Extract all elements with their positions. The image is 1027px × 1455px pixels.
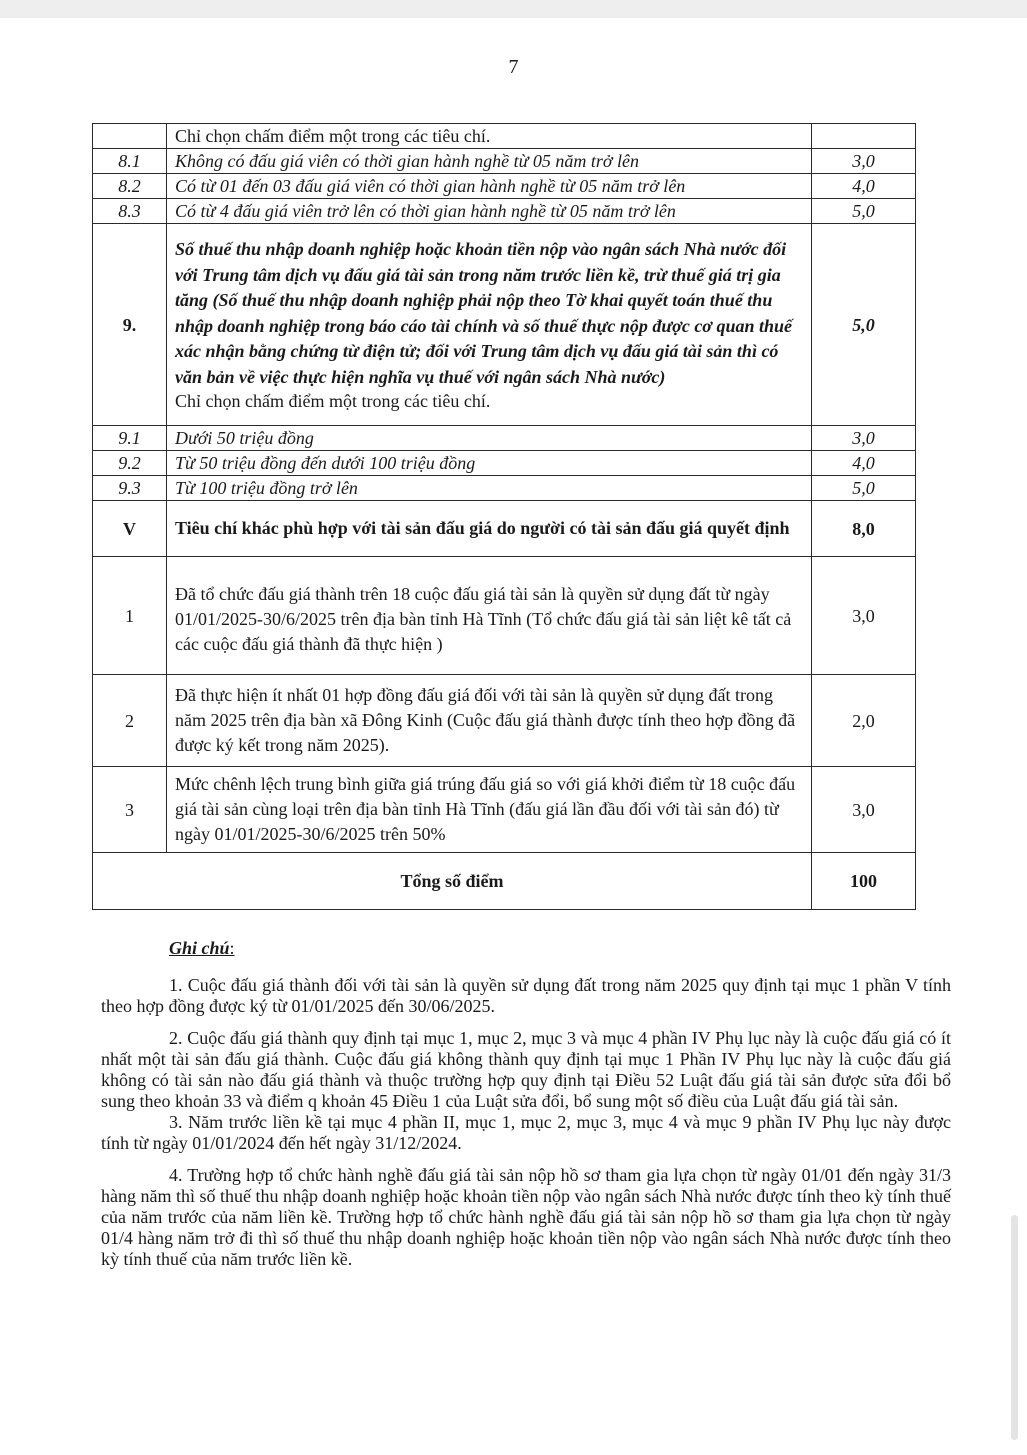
page-number: 7: [508, 56, 519, 78]
row-points: 4,0: [812, 451, 916, 476]
table-row: [93, 675, 916, 767]
table-row: [93, 501, 916, 557]
row-number: 9.1: [93, 426, 167, 451]
scrollbar-thumb[interactable]: [1011, 1215, 1018, 1440]
row-number: 2: [93, 675, 167, 767]
row-text: Tiêu chí khác phù hợp với tài sản đấu giá do người có tài sản đấu giá quyết định: [167, 501, 812, 557]
criteria-table: [92, 123, 916, 910]
row-number: 1: [93, 557, 167, 675]
note-item: 4. Trường hợp tổ chức hành nghề đấu giá tài sản nộp hồ sơ tham gia lựa chọn từ ngày 01/01 đến ngày 31/3 hàng năm thì số thuế thu nhập doanh nghiệp hoặc khoản tiền nộp vào ngân sách Nhà nước được tính theo kỳ tính thuế của năm trước của năm liền kề. Trường hợp tổ chức hành nghề đấu giá tài sản nộp hồ sơ tham gia lựa chọn từ ngày 01/4 hàng năm trở đi thì số thuế thu nhập doanh nghiệp hoặc khoản tiền nộp vào ngân sách Nhà nước được tính theo kỳ tính thuế của năm trước liền kề.: [101, 1165, 951, 1269]
row-points: 5,0: [812, 476, 916, 501]
table-total-row: [93, 853, 916, 910]
notes-heading: [169, 938, 951, 959]
table-row: [93, 199, 916, 224]
row-text: Không có đấu giá viên có thời gian hành nghề từ 05 năm trở lên: [167, 149, 812, 174]
row-text: Đã tổ chức đấu giá thành trên 18 cuộc đấu giá tài sản là quyền sử dụng đất từ ngày 01/01/2025-30/6/2025 trên địa bàn tỉnh Hà Tĩnh (Tổ chức đấu giá tài sản liệt kê tất cả các cuộc đấu giá thành đã thực hiện ): [167, 557, 812, 675]
table-row: [93, 124, 916, 149]
row-points: 5,0: [812, 199, 916, 224]
total-label: Tổng số điểm: [93, 853, 812, 910]
row-number: 8.2: [93, 174, 167, 199]
row-text: Chỉ chọn chấm điểm một trong các tiêu chí.: [167, 124, 812, 149]
row-text: Số thuế thu nhập doanh nghiệp hoặc khoản tiền nộp vào ngân sách Nhà nước đối với Trung tâm dịch vụ đấu giá tài sản trong năm trước liền kề, trừ thuế giá trị gia tăng (Số thuế thu nhập doanh nghiệp phải nộp theo Tờ khai quyết toán thuế thu nhập doanh nghiệp trong báo cáo tài chính và số thuế thực nộp được cơ quan thuế xác nhận bằng chứng từ điện tử; đối với Trung tâm dịch vụ đấu giá tài sản thì có văn bản về việc thực hiện nghĩa vụ thuế với ngân sách Nhà nước): [175, 239, 793, 387]
row-number: 8.1: [93, 149, 167, 174]
row-number: 8.3: [93, 199, 167, 224]
row-text: Đã thực hiện ít nhất 01 hợp đồng đấu giá đối với tài sản là quyền sử dụng đất trong năm 2025 trên địa bàn xã Đông Kinh (Cuộc đấu giá thành được tính theo hợp đồng đã được ký kết trong năm 2025).: [167, 675, 812, 767]
table-row: [93, 767, 916, 853]
row-points: [812, 124, 916, 149]
row-points: 5,0: [812, 224, 916, 426]
note-item: 1. Cuộc đấu giá thành đối với tài sản là quyền sử dụng đất trong năm 2025 quy định tại mục 1 phần V tính theo hợp đồng được ký từ 01/01/2025 đến 30/06/2025.: [101, 975, 951, 1016]
row-points: 4,0: [812, 174, 916, 199]
row-number: 3: [93, 767, 167, 853]
table-row: [93, 149, 916, 174]
row-number: 9.: [93, 224, 167, 426]
row-text: Từ 50 triệu đồng đến dưới 100 triệu đồng: [167, 451, 812, 476]
row-text: Từ 100 triệu đồng trở lên: [167, 476, 812, 501]
row-text: Dưới 50 triệu đồng: [167, 426, 812, 451]
row-text: Có từ 4 đấu giá viên trở lên có thời gian hành nghề từ 05 năm trở lên: [167, 199, 812, 224]
total-points: 100: [812, 853, 916, 910]
row-number: V: [93, 501, 167, 557]
row-text: Mức chênh lệch trung bình giữa giá trúng đấu giá so với giá khởi điểm từ 18 cuộc đấu giá tài sản cùng loại trên địa bàn tỉnh Hà Tĩnh (đấu giá lần đầu đối với tài sản đó) từ ngày 01/01/2025-30/6/2025 trên 50%: [167, 767, 812, 853]
table-row: [93, 476, 916, 501]
row-points: 3,0: [812, 767, 916, 853]
row-subtext: Chỉ chọn chấm điểm một trong các tiêu chí.: [175, 391, 491, 411]
table-row: [93, 451, 916, 476]
notes-colon: :: [229, 938, 235, 958]
viewer-top-bar: [0, 0, 1027, 18]
note-item: 2. Cuộc đấu giá thành quy định tại mục 1, mục 2, mục 3 và mục 4 phần IV Phụ lục này là cuộc đấu giá có ít nhất một tài sản đấu giá thành. Cuộc đấu giá không thành quy định tại mục 1 Phần IV Phụ lục này là cuộc đấu giá không có tài sản nào đấu giá thành và thuộc trường hợp quy định tại Điều 52 Luật đấu giá tài sản được sửa đổi bổ sung theo khoản 33 và điểm q khoản 45 Điều 1 của Luật sửa đổi, bổ sung một số điều của Luật đấu giá tài sản.: [101, 1028, 951, 1111]
row-number: [93, 124, 167, 149]
row-points: 3,0: [812, 426, 916, 451]
row-points: 3,0: [812, 557, 916, 675]
table-row: [93, 557, 916, 675]
notes-title: Ghi chú: [169, 938, 230, 958]
row-number: 9.3: [93, 476, 167, 501]
notes-section: [101, 938, 951, 1270]
row-points: 8,0: [812, 501, 916, 557]
row-points: 2,0: [812, 675, 916, 767]
table-row: [93, 174, 916, 199]
note-item: 3. Năm trước liền kề tại mục 4 phần II, mục 1, mục 2, mục 3, mục 4 và mục 9 phần IV Phụ lục này được tính từ ngày 01/01/2024 đến hết ngày 31/12/2024.: [101, 1112, 951, 1153]
row-number: 9.2: [93, 451, 167, 476]
table-row: [93, 426, 916, 451]
table-row: [93, 224, 916, 426]
row-points: 3,0: [812, 149, 916, 174]
row-text: Có từ 01 đến 03 đấu giá viên có thời gian hành nghề từ 05 năm trở lên: [167, 174, 812, 199]
